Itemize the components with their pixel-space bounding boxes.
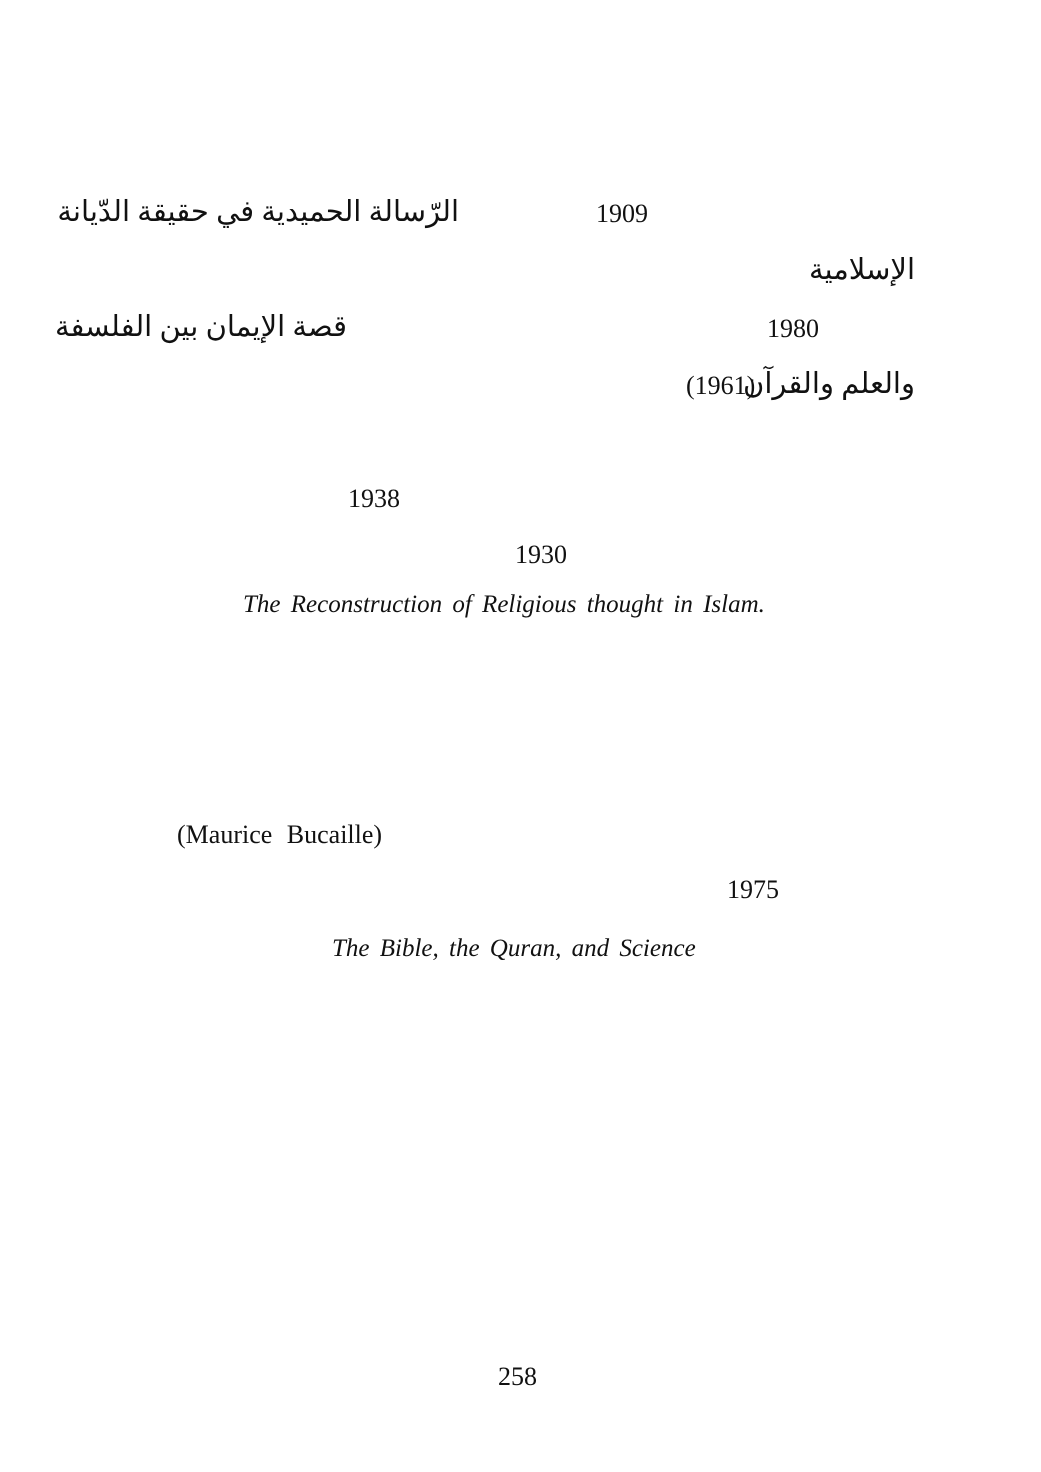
year-1938: 1938: [348, 484, 400, 513]
arabic-title-2: قصة الإيمان بين الفلسفة: [54, 311, 347, 343]
year-1980: 1980: [767, 314, 819, 343]
arabic-title-1: الرّسالة الحميدية في حقيقة الدّيانة: [57, 196, 459, 228]
year-1909: 1909: [596, 199, 648, 228]
year-1975: 1975: [727, 875, 779, 904]
year-1961: (1961): [686, 371, 756, 400]
arabic-title-3: والعلم والقرآن: [743, 368, 915, 400]
author-name: (Maurice Bucaille): [177, 820, 383, 849]
english-title-1: The Reconstruction of Religious thought in Islam.: [243, 591, 765, 618]
page-number: 258: [498, 1362, 537, 1391]
english-title-2: The Bible, the Quran, and Science: [332, 935, 696, 962]
arabic-title-1-continued: الإسلامية: [808, 254, 915, 286]
year-1930: 1930: [515, 540, 567, 569]
